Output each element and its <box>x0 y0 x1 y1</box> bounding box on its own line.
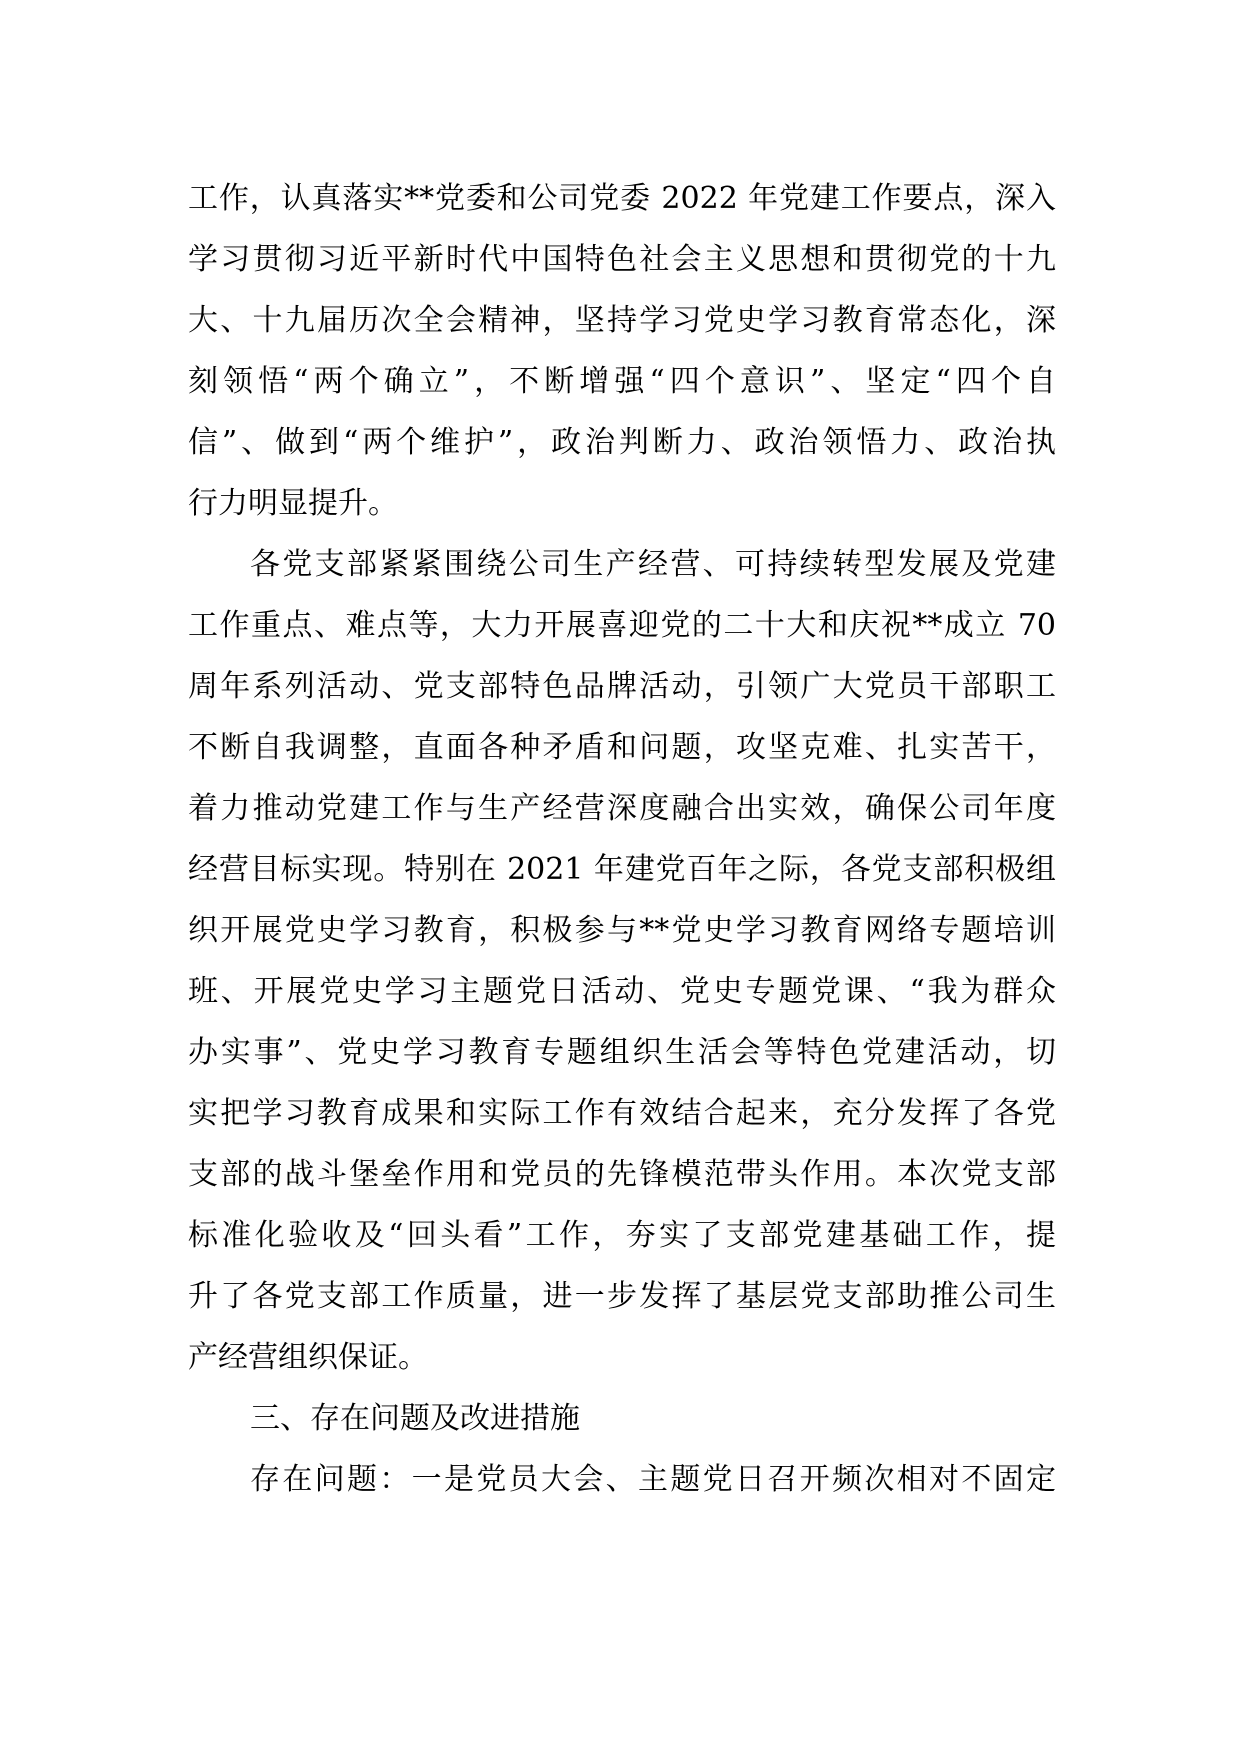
text-line: 大、十九届历次全会精神，坚持学习党史学习教育常态化，深 <box>188 303 1056 338</box>
text-line: 升了各党支部工作质量，进一步发挥了基层党支部助推公司生 <box>188 1279 1056 1314</box>
text-line: 织开展党史学习教育，积极参与**党史学习教育网络专题培训 <box>188 913 1056 948</box>
text-line: 实把学习教育成果和实际工作有效结合起来，充分发挥了各党 <box>188 1096 1056 1131</box>
paragraph-branch-activities <box>188 534 1056 1388</box>
text-line: 标准化验收及“回头看”工作，夯实了支部党建基础工作，提 <box>188 1218 1056 1253</box>
text-line: 班、开展党史学习主题党日活动、党史专题党课、“我为群众 <box>188 974 1056 1009</box>
text-line: 各党支部紧紧围绕公司生产经营、可持续转型发展及党建 <box>250 547 1056 582</box>
text-line: 产经营组织保证。 <box>188 1340 428 1375</box>
text-line: 存在问题：一是党员大会、主题党日召开频次相对不固定 <box>250 1462 1056 1497</box>
text-line: 信”、做到“两个维护”，政治判断力、政治领悟力、政治执 <box>188 425 1056 460</box>
text-line: 刻领悟“两个确立”，不断增强“四个意识”、坚定“四个自 <box>188 364 1056 399</box>
section-heading <box>188 1388 1056 1449</box>
text-line: 不断自我调整，直面各种矛盾和问题，攻坚克难、扎实苦干， <box>188 730 1056 765</box>
paragraph-party-building-summary <box>188 168 1056 534</box>
text-line: 工作重点、难点等，大力开展喜迎党的二十大和庆祝**成立 70 <box>188 608 1056 643</box>
heading-existing-problems: 三、存在问题及改进措施 <box>250 1401 580 1436</box>
text-line: 支部的战斗堡垒作用和党员的先锋模范带头作用。本次党支部 <box>188 1157 1056 1192</box>
text-line: 办实事”、党史学习教育专题组织生活会等特色党建活动，切 <box>188 1035 1056 1070</box>
text-line: 经营目标实现。特别在 2021 年建党百年之际，各党支部积极组 <box>188 852 1056 887</box>
text-line: 工作，认真落实**党委和公司党委 2022 年党建工作要点，深入 <box>188 181 1056 216</box>
paragraph-problems <box>188 1449 1056 1510</box>
text-line: 学习贯彻习近平新时代中国特色社会主义思想和贯彻党的十九 <box>188 242 1056 277</box>
text-line: 周年系列活动、党支部特色品牌活动，引领广大党员干部职工 <box>188 669 1056 704</box>
text-line: 着力推动党建工作与生产经营深度融合出实效，确保公司年度 <box>188 791 1056 826</box>
document-body <box>188 168 1056 1510</box>
text-line: 行力明显提升。 <box>188 486 398 521</box>
